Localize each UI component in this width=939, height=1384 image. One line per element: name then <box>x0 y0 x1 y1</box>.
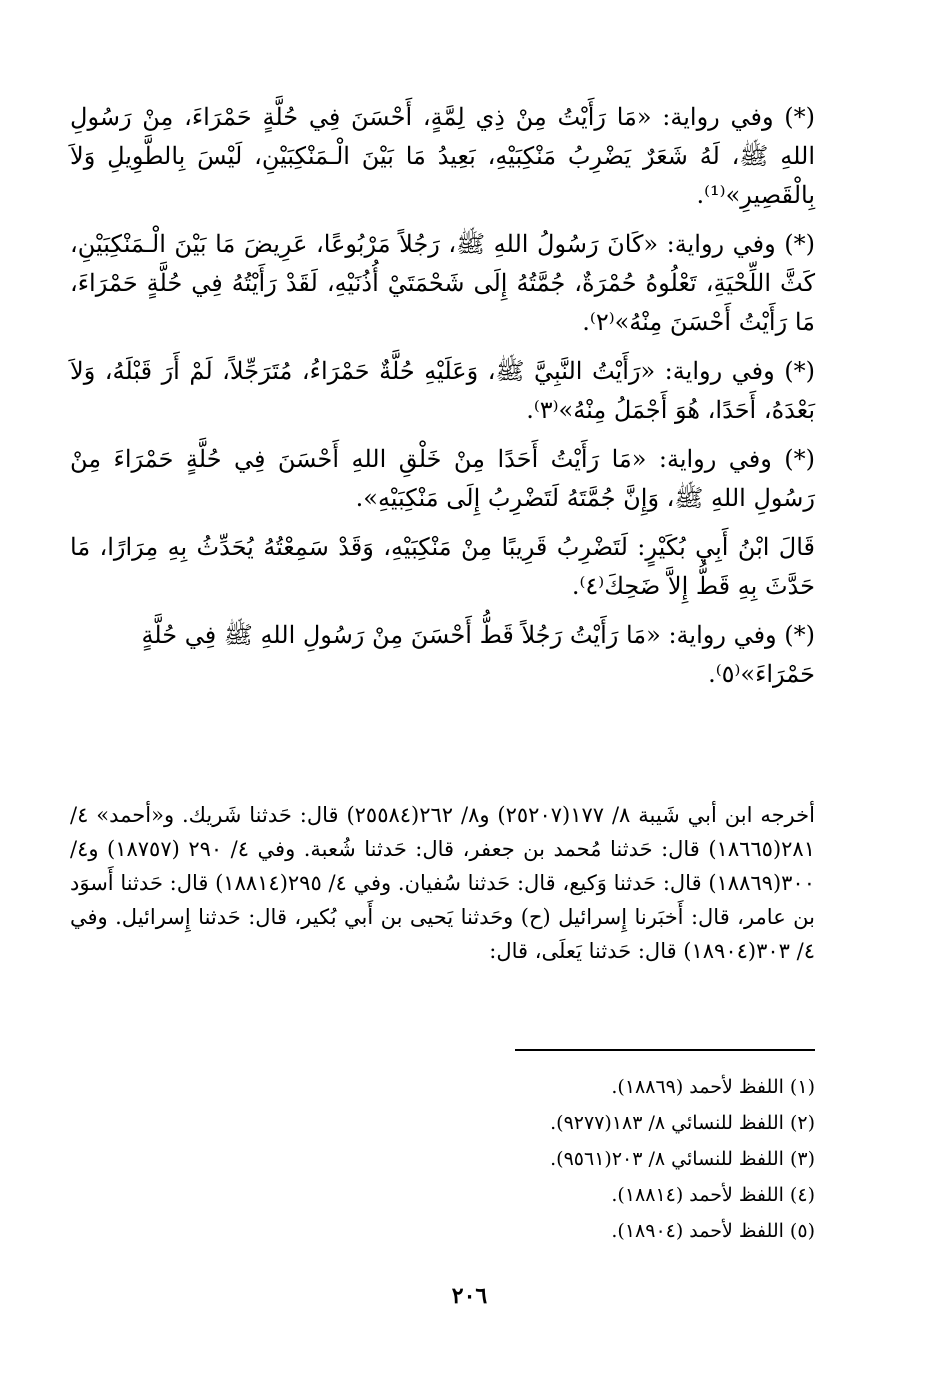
page-number: ٢٠٦ <box>451 1283 488 1309</box>
footnotes <box>70 1069 815 1249</box>
footnote-5: (٥) اللفظ لأحمد (١٨٩٠٤). <box>611 1220 815 1242</box>
footnote-1: (١) اللفظ لأحمد (١٨٨٦٩). <box>611 1076 815 1098</box>
footnote-2: (٢) اللفظ للنسائي ٨/ ١٨٣(٩٢٧٧). <box>550 1112 815 1134</box>
footnote-3: (٣) اللفظ للنسائي ٨/ ٢٠٣(٩٥٦١). <box>550 1148 815 1170</box>
hadith-paragraph-4: (*) وفي رواية: «مَا رَأَيْتُ أَحَدًا مِنْ خَلْقِ اللهِ أَحْسَنَ فِي حُلَّةٍ حَمْرَاءَ مِنْ رَسُولِ اللهِ ﷺ، وَإِنَّ جُمَّتَهُ لَتَضْرِبُ إِلَى مَنْكِبَيْهِ». <box>70 445 815 512</box>
hadith-paragraph-3: (*) وفي رواية: «رَأَيْتُ النَّبِيَّ ﷺ، وَعَلَيْهِ حُلَّةٌ حَمْرَاءُ، مُتَرَجِّلاً، لَمْ أَرَ قَبْلَهُ، وَلاَ بَعْدَهُ، أَحَدًا، هُوَ أَجْمَلُ مِنْهُ»⁽٣⁾. <box>70 357 815 424</box>
hadith-paragraph-6: (*) وفي رواية: «مَا رَأَيْتُ رَجُلاً قَطُّ أَحْسَنَ مِنْ رَسُولِ اللهِ ﷺ فِي حُلَّةٍ حَمْرَاءَ»⁽٥⁾. <box>141 621 815 688</box>
footnote-divider <box>515 1049 815 1051</box>
hadith-paragraph-5: قَالَ ابْنُ أَبِي بُكَيْرٍ: لَتَضْرِبُ قَرِيبًا مِنْ مَنْكِبَيْهِ، وَقَدْ سَمِعْتُهُ يُحَدِّثُ بِهِ مِرَارًا، مَا حَدَّثَ بِهِ قَطُّ إِلاَّ ضَحِكَ⁽٤⁾. <box>70 533 815 600</box>
hadith-paragraph-2: (*) وفي رواية: «كَانَ رَسُولُ اللهِ ﷺ، رَجُلاً مَرْبُوعًا، عَرِيضَ مَا بَيْنَ الْـمَنْكِبَيْنِ، كَثَّ اللِّحْيَةِ، تَعْلُوهُ حُمْرَةٌ، جُمَّتُهُ إِلَى شَحْمَتَيْ أُذُنَيْهِ، لَقَدْ رَأَيْتُهُ فِي حُلَّةٍ حَمْرَاءَ، مَا رَأَيْتُ أَحْسَنَ مِنْهُ»⁽٢⁾. <box>70 230 815 336</box>
footnote-4: (٤) اللفظ لأحمد (١٨٨١٤). <box>611 1184 815 1206</box>
main-text <box>70 98 815 704</box>
sources-paragraph: أخرجه ابن أبي شَيبة ٨/ ١٧٧(٢٥٢٠٧) و٨/ ٢٦٢(٢٥٥٨٤) قال: حَدثنا شَريك. و«أحمد» ٤/ ٢٨١(١٨٦٦٥) قال: حَدثنا مُحمد بن جعفر، قال: حَدثنا شُعبة. وفي ٤/ ٢٩٠ (١٨٧٥٧) و٤/ ٣٠٠(١٨٨٦٩) قال: حَدثنا وَكيع، قال: حَدثنا سُفيان. وفي ٤/ ٢٩٥(١٨٨١٤) قال: حَدثنا أَسوَد بن عامر، قال: أَخبَرنا إِسرائيل (ح) وحَدثنا يَحيى بن أَبي بُكير، قال: حَدثنا إِسرائيل. وفي ٤/ ٣٠٣(١٨٩٠٤) قال: حَدثنا يَعلَى، قال: <box>70 803 815 963</box>
takhrij-sources <box>70 798 815 968</box>
hadith-paragraph-1: (*) وفي رواية: «مَا رَأَيْتُ مِنْ ذِي لِمَّةٍ، أَحْسَنَ فِي حُلَّةٍ حَمْرَاءَ، مِنْ رَسُولِ اللهِ ﷺ، لَهُ شَعَرٌ يَضْرِبُ مَنْكِبَيْهِ، بَعِيدُ مَا بَيْنَ الْـمَنْكِبَيْنِ، لَيْسَ بِالطَّوِيلِ وَلاَ بِالْقَصِيرِ»⁽¹⁾. <box>70 103 815 209</box>
